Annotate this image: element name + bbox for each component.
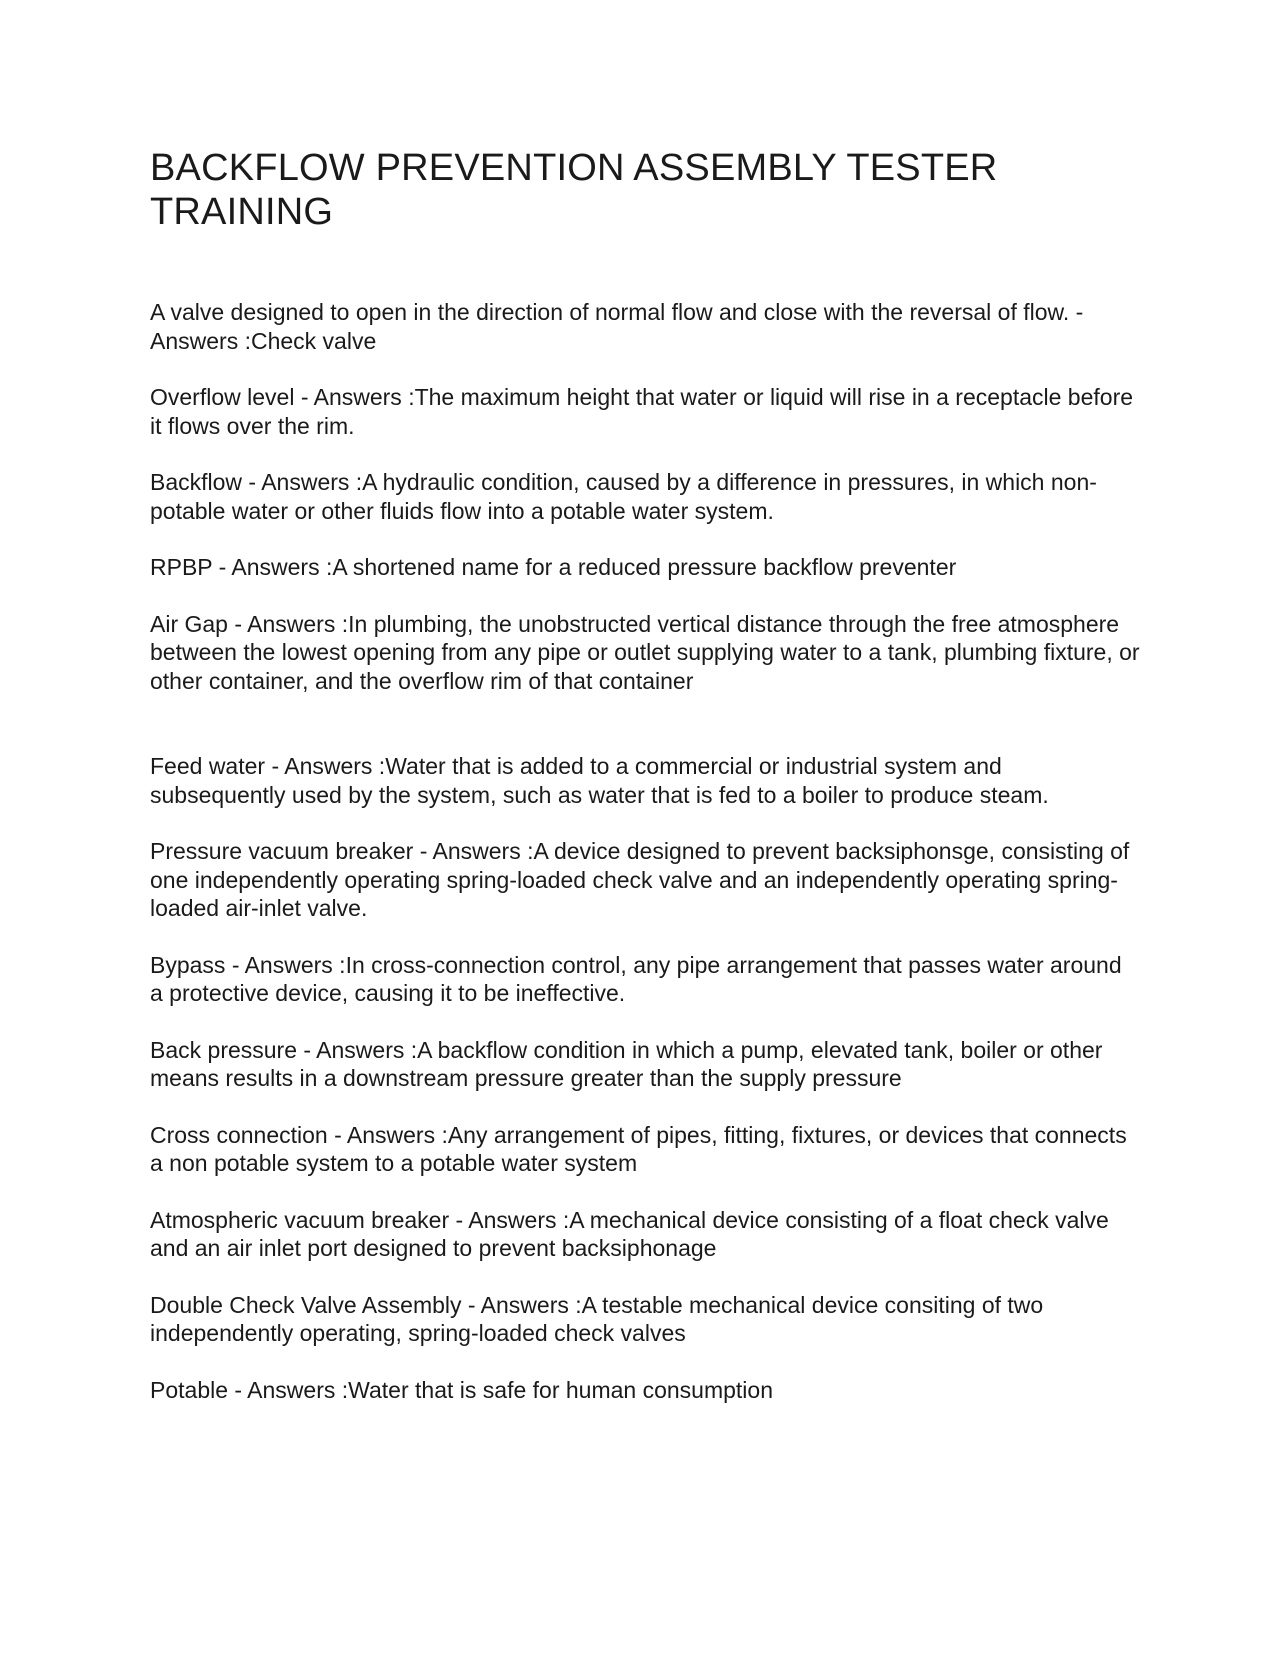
qa-entry-overflow-level: Overflow level - Answers :The maximum height that water or liquid will rise in a receptacle before it flows over the rim. (150, 384, 1134, 439)
qa-entry-double-check-valve-assembly: Double Check Valve Assembly - Answers :A testable mechanical device consiting of two independently operating, spring-loaded check valves (150, 1291, 1044, 1346)
qa-entry-potable: Potable - Answers :Water that is safe for human consumption (150, 1376, 773, 1403)
qa-entry-bypass: Bypass - Answers :In cross-connection control, any pipe arrangement that passes water around a protective device, causing it to be ineffective. (150, 951, 1122, 1006)
qa-list (150, 298, 1140, 1404)
qa-entry-atmospheric-vacuum-breaker: Atmospheric vacuum breaker - Answers :A mechanical device consisting of a float check valve and an air inlet port designed to prevent backsiphonage (150, 1206, 1109, 1261)
document-content (150, 146, 1140, 1432)
qa-entry-feed-water: Feed water - Answers :Water that is added to a commercial or industrial system and subsequently used by the system, such as water that is fed to a boiler to produce steam. (150, 753, 1049, 808)
qa-entry-backflow: Backflow - Answers :A hydraulic condition, caused by a difference in pressures, in which non-potable water or other fluids flow into a potable water system. (150, 469, 1097, 524)
qa-entry-back-pressure: Back pressure - Answers :A backflow condition in which a pump, elevated tank, boiler or other means results in a downstream pressure greater than the supply pressure (150, 1036, 1103, 1091)
qa-entry-air-gap: Air Gap - Answers :In plumbing, the unobstructed vertical distance through the free atmosphere between the lowest opening from any pipe or outlet supplying water to a tank, plumbing fixture, or other container, and the overflow rim of that container (150, 610, 1140, 694)
qa-entry-cross-connection: Cross connection - Answers :Any arrangement of pipes, fitting, fixtures, or devices that connects a non potable system to a potable water system (150, 1121, 1127, 1176)
qa-entry-rpbp: RPBP - Answers :A shortened name for a reduced pressure backflow preventer (150, 554, 957, 580)
document-title: BACKFLOW PREVENTION ASSEMBLY TESTER TRAINING (150, 147, 998, 233)
qa-entry-check-valve: A valve designed to open in the direction of normal flow and close with the reversal of flow. - Answers :Check valve (150, 299, 1084, 354)
qa-entry-pressure-vacuum-breaker: Pressure vacuum breaker - Answers :A device designed to prevent backsiphonsge, consisting of one independently operating spring-loaded check valve and an independently operating spring-loaded air-inlet valve. (150, 838, 1130, 921)
